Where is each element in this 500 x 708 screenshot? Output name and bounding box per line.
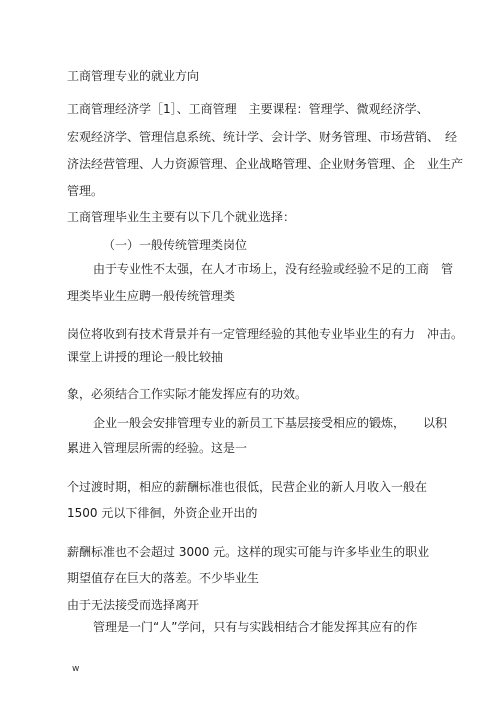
paragraph-line: 期望值存在巨大的落差。不少毕业生 (67, 571, 260, 585)
paragraph-line: 管理是一门“人”学问，只有与实践相结合才能发挥其应有的作 (93, 620, 418, 634)
paragraph-line: 工商管理经济学［1］、工商管理 主要课程：管理学、微观经济学、 (67, 102, 429, 116)
paragraph-line: 课堂上讲授的理论一般比较抽 (67, 350, 224, 364)
paragraph-line: 由于专业性不太强，在人才市场上，没有经验或经验不足的工商 管 (93, 262, 454, 276)
paragraph-line: 工商管理毕业生主要有以下几个就业选择： (67, 210, 296, 224)
paragraph-line: 由于无法接受而选择离开 (67, 598, 200, 612)
paragraph-line: 企业一般会安排管理专业的新员工下基层接受相应的锻炼， 以积 (93, 416, 448, 430)
paragraph-line: 宏观经济学、管理信息系统、统计学、会计学、财务管理、市场营销、 经 (67, 130, 458, 144)
paragraph-line: 薪酬标准也不会超过 3000 元。这样的现实可能与许多毕业生的职业 (67, 545, 430, 559)
paragraph-line: 济法经营管理、人力资源管理、企业战略管理、企业财务管理、企 业生产 (67, 157, 464, 171)
paragraph-line: 象，必须结合工作实际才能发挥应有的功效。 (67, 387, 308, 401)
footer-mark: w (72, 664, 80, 674)
paragraph-line: 个过渡时期，相应的薪酬标准也很低，民营企业的新人月收入一般在 (67, 480, 428, 494)
paragraph-line: 理类毕业生应聘一般传统管理类 (67, 289, 236, 303)
section-heading: （一）一般传统管理类岗位 (103, 238, 248, 252)
paragraph-line: 管理。 (67, 184, 104, 198)
document-title: 工商管理专业的就业方向 (67, 69, 200, 83)
paragraph-line: 累进入管理层所需的经验。这是一 (67, 441, 248, 455)
paragraph-line: 1500 元以下徘徊，外资企业开出的 (67, 506, 258, 520)
paragraph-line: 岗位将收到有技术背景并有一定管理经验的其他专业毕业生的有力 冲击。 (67, 327, 464, 341)
